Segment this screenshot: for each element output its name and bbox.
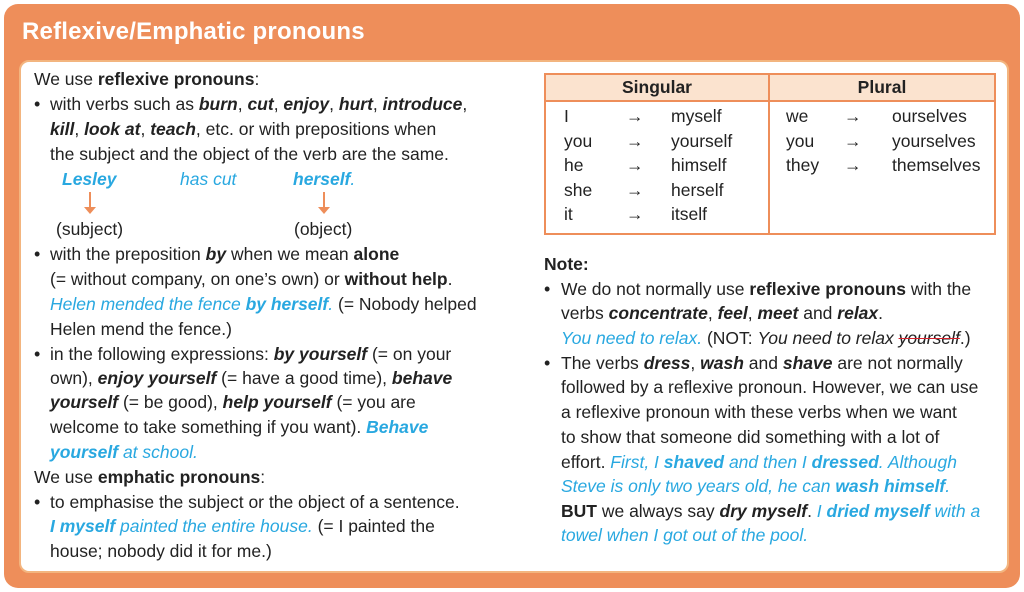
text-segment: enjoy yourself — [97, 368, 217, 388]
intro-text: We use — [34, 467, 98, 487]
note-2-line-4: to show that someone did something with a lot of — [561, 427, 940, 447]
text-segment: teach — [150, 119, 196, 139]
page-title: Reflexive/Emphatic pronouns — [22, 18, 365, 45]
text-segment: . — [328, 294, 334, 314]
singular-column — [545, 101, 769, 234]
arrow-right-icon: → — [626, 179, 644, 200]
text-segment: are not normally — [832, 353, 963, 373]
text-segment: (= have a good time), — [216, 368, 392, 388]
arrow-right-icon: → — [626, 130, 644, 151]
text-segment: We do not normally use — [561, 279, 750, 299]
text-segment: towel when I got out of the pool. — [561, 525, 809, 545]
bullet-4-line-2 — [50, 514, 435, 538]
plural-row — [770, 129, 994, 154]
text-segment: , — [462, 94, 468, 114]
text-segment: (= without company, on one’s own) or — [50, 269, 345, 289]
arrow-right-icon: → — [844, 130, 862, 151]
text-segment: with verbs such as — [50, 94, 199, 114]
bullet-1-line-1 — [50, 92, 467, 116]
text-segment: (= on your — [367, 344, 452, 364]
text-segment: look at — [84, 119, 141, 139]
text-segment: cut — [247, 94, 274, 114]
singular-row — [546, 178, 768, 203]
plural-row — [770, 104, 994, 129]
text-segment: relax — [837, 303, 879, 323]
text-segment: (= Nobody helped — [333, 294, 477, 314]
bullet-4-line-1: to emphasise the subject or the object of a sentence. — [50, 492, 460, 512]
text-segment: , — [329, 94, 339, 114]
text-segment: burn — [198, 94, 238, 114]
bullet-2-line-4: Helen mend the fence.) — [50, 319, 232, 339]
reflexive-pronoun: herself — [671, 179, 724, 200]
text-segment: with the — [905, 279, 972, 299]
text-segment: by herself — [245, 294, 329, 314]
subject-pronoun: you — [786, 130, 815, 151]
diagram-subject-label: (subject) — [56, 219, 124, 239]
reflexive-pronoun: itself — [671, 204, 707, 224]
text-segment: . — [807, 501, 817, 521]
reflexive-intro — [34, 67, 259, 91]
text-segment: we always say — [596, 501, 720, 521]
text-segment: Steve is only two years old, he can — [561, 476, 836, 496]
text-segment: wash himself — [835, 476, 946, 496]
arrow-right-icon: → — [626, 155, 644, 175]
note-2-line-8 — [561, 523, 808, 547]
text-segment: hurt — [338, 94, 373, 114]
text-segment: (= I painted the — [312, 516, 435, 536]
singular-row — [546, 202, 768, 227]
text-segment: BUT — [561, 501, 597, 521]
reflexive-pronoun: yourselves — [892, 130, 976, 151]
diagram-subject-word: Lesley — [62, 169, 117, 189]
note-2-line-3: a reflexive pronoun with these verbs when we want — [561, 402, 957, 422]
text-segment: I myself — [50, 516, 116, 536]
text-segment: . — [945, 476, 951, 496]
bullet-2-line-2 — [50, 267, 453, 291]
text-segment: by yourself — [273, 344, 368, 364]
note-2-marker: • — [544, 353, 551, 373]
text-segment: effort. — [561, 452, 611, 472]
singular-row — [546, 153, 768, 178]
subject-pronoun: she — [564, 179, 593, 200]
subject-pronoun: you — [564, 130, 593, 151]
text-segment: introduce — [382, 94, 463, 114]
text-segment: feel — [717, 303, 748, 323]
note-1-line-2 — [561, 301, 883, 325]
reflexive-pronoun: yourself — [671, 130, 733, 151]
diagram-object-word: herself — [293, 169, 351, 189]
plural-row — [770, 153, 994, 178]
text-segment: yourself — [898, 328, 960, 348]
note-2-line-6 — [561, 474, 950, 498]
intro-colon: : — [254, 69, 260, 89]
arrow-right-icon: → — [626, 204, 644, 224]
note-1-line-3 — [561, 326, 971, 350]
text-segment: behave — [391, 368, 453, 388]
note-heading: Note: — [544, 254, 589, 274]
text-segment: , — [140, 119, 151, 139]
emphatic-intro — [34, 465, 265, 489]
text-segment: (NOT: — [702, 328, 758, 348]
text-segment: , — [707, 303, 718, 323]
text-segment: in the following expressions: — [50, 344, 274, 364]
note-2-line-2: followed by a reflexive pronoun. However, we can use — [561, 377, 979, 397]
text-segment: and then I — [724, 452, 812, 472]
plural-column — [769, 101, 995, 234]
diagram-object — [293, 168, 355, 190]
text-segment: I — [816, 501, 827, 521]
reflexive-pronoun: himself — [671, 155, 727, 175]
bullet-1-marker: • — [34, 94, 41, 114]
text-segment: reflexive pronouns — [749, 279, 906, 299]
bullet-4-line-3: house; nobody did it for me.) — [50, 541, 272, 561]
text-segment: (= be good), — [118, 392, 223, 412]
text-segment: welcome to take something if you want). — [50, 417, 367, 437]
text-segment: , — [747, 303, 758, 323]
text-segment: and — [743, 353, 783, 373]
intro-keyword: reflexive pronouns — [97, 69, 255, 89]
text-segment: at school. — [118, 442, 198, 462]
singular-row — [546, 129, 768, 154]
text-segment: shave — [782, 353, 833, 373]
arrow-right-icon: → — [844, 106, 862, 126]
text-segment: and — [798, 303, 838, 323]
text-segment: dressed — [811, 452, 879, 472]
text-segment: . Although — [878, 452, 957, 472]
text-segment: alone — [353, 244, 400, 264]
text-segment: . — [878, 303, 884, 323]
text-segment: yourself — [50, 392, 119, 412]
text-segment: , — [690, 353, 701, 373]
intro-colon: : — [260, 467, 266, 487]
text-segment: , — [237, 94, 248, 114]
note-1-marker: • — [544, 279, 551, 299]
arrow-down-icon — [89, 192, 91, 208]
text-segment: by — [205, 244, 227, 264]
singular-header: Singular — [545, 74, 769, 101]
pronoun-table — [544, 73, 996, 235]
text-segment: concentrate — [608, 303, 708, 323]
text-segment: with a — [929, 501, 981, 521]
bullet-1-line-3: the subject and the object of the verb are the same. — [50, 144, 449, 164]
note-1-line-1 — [561, 277, 971, 301]
text-segment: yourself — [50, 442, 119, 462]
bullet-2-line-1 — [50, 242, 399, 266]
arrow-right-icon: → — [844, 155, 862, 175]
text-segment: You need to relax. — [561, 328, 703, 348]
text-segment: dried myself — [826, 501, 930, 521]
text-segment: painted the entire house. — [115, 516, 313, 536]
reflexive-pronoun: ourselves — [892, 106, 967, 126]
bullet-2-marker: • — [34, 244, 41, 264]
text-segment: , — [372, 94, 383, 114]
reflexive-pronoun: myself — [671, 106, 722, 126]
subject-pronoun: he — [564, 155, 584, 175]
bullet-1-line-2 — [50, 117, 436, 141]
text-segment: First, I — [610, 452, 664, 472]
bullet-3-line-5 — [50, 440, 198, 464]
bullet-3-line-4 — [50, 415, 428, 439]
text-segment: wash — [700, 353, 744, 373]
intro-text: We use — [34, 69, 98, 89]
text-segment: . — [447, 269, 453, 289]
note-2-line-5 — [561, 450, 957, 474]
text-segment: enjoy — [283, 94, 330, 114]
reflexive-pronoun: themselves — [892, 155, 981, 175]
arrow-down-icon — [323, 192, 325, 208]
bullet-2-line-3 — [50, 292, 477, 316]
text-segment: when we mean — [226, 244, 354, 264]
text-segment: Behave — [366, 417, 429, 437]
subject-pronoun: I — [564, 106, 569, 126]
text-segment: , — [74, 119, 85, 139]
text-segment: without help — [344, 269, 448, 289]
bullet-3-marker: • — [34, 344, 41, 364]
text-segment: meet — [757, 303, 799, 323]
diagram-object-label: (object) — [294, 219, 353, 239]
text-segment: verbs — [561, 303, 609, 323]
subject-pronoun: we — [786, 106, 809, 126]
singular-row — [546, 104, 768, 129]
text-segment: The verbs — [561, 353, 644, 373]
diagram-verb: has cut — [180, 169, 237, 189]
subject-pronoun: it — [564, 204, 573, 224]
text-segment: own), — [50, 368, 98, 388]
bullet-4-marker: • — [34, 492, 41, 512]
intro-keyword: emphatic pronouns — [97, 467, 261, 487]
text-segment: Helen mended the fence — [50, 294, 246, 314]
text-segment: dry myself — [719, 501, 808, 521]
bullet-3-line-2 — [50, 366, 452, 390]
text-segment: shaved — [663, 452, 725, 472]
note-2-line-1 — [561, 351, 963, 375]
note-2-line-7 — [561, 499, 980, 523]
subject-pronoun: they — [786, 155, 820, 175]
text-segment: You need to relax — [757, 328, 899, 348]
bullet-3-line-1 — [50, 342, 451, 366]
text-segment: , etc. or with prepositions when — [195, 119, 437, 139]
arrow-right-icon: → — [626, 106, 644, 126]
text-segment: kill — [50, 119, 75, 139]
text-segment: , — [273, 94, 284, 114]
text-segment: .) — [959, 328, 971, 348]
text-segment: dress — [643, 353, 691, 373]
plural-header: Plural — [769, 74, 995, 101]
text-segment: (= you are — [331, 392, 416, 412]
text-segment: help yourself — [222, 392, 332, 412]
text-segment: with the preposition — [50, 244, 206, 264]
bullet-3-line-3 — [50, 390, 416, 414]
diagram-object-period: . — [350, 169, 356, 189]
